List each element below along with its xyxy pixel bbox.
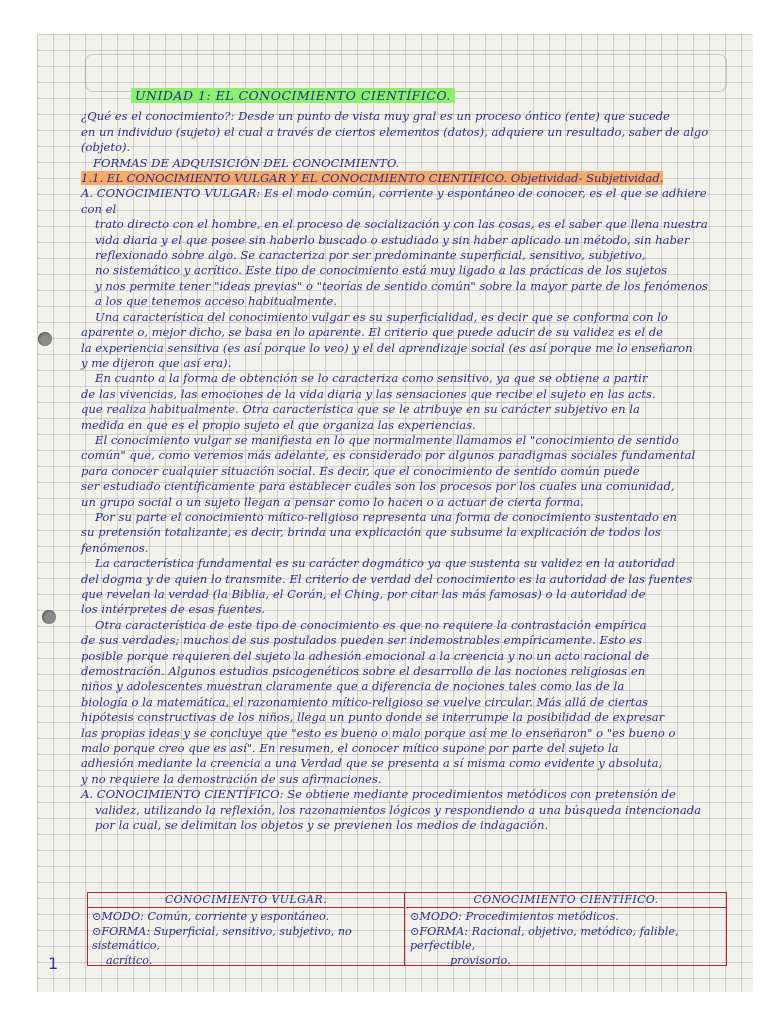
text-line: biología o la matemática, el razonamiento mítico-religioso se vuelve circular. Más allá de ciertas xyxy=(81,694,649,709)
text-line: A. CONOCIMIENTO VULGAR: Es el modo común, corriente y espontáneo de conocer, es el que se adhiere con el xyxy=(81,186,707,216)
text-line: adhesión mediante la creencia a una Verdad que se presenta a sí misma como evidente y absoluta, xyxy=(81,756,663,771)
paragraph-dogmatico xyxy=(81,556,729,618)
text-line: hipótesis constructivas de los niños, llega un punto donde se interrumpe la posibilidad de expresar xyxy=(81,710,665,725)
table-header: CONOCIMIENTO CIENTÍFICO. xyxy=(406,893,726,908)
text-line: un grupo social o un sujeto llegan a pensar como lo hacen o a actuar de cierta forma. xyxy=(81,494,584,509)
text-line: medida en que es el propio sujeto el que organiza las experiencias. xyxy=(81,417,476,432)
binder-hole xyxy=(38,332,52,346)
text-line: de las vivencias, las emociones de la vida diaria y las sensaciones que recibe el sujeto en las acts. xyxy=(81,386,656,401)
text-line: demostración. Algunos estudios psicogenéticos sobre el desarrollo de las nociones religiosas en xyxy=(81,664,646,679)
comparison-table xyxy=(87,892,727,966)
text-line: que realiza habitualmente. Otra característica que se le atribuye en su carácter subjetivo en la xyxy=(81,402,640,417)
text-line: en un individuo (sujeto) el cual a través de ciertos elementos (datos), adquiere un resultado, saber de algo xyxy=(81,124,709,139)
page-header-box xyxy=(85,54,727,92)
paragraph-sentido-comun xyxy=(81,433,729,510)
table-line: ⊙MODO: Común, corriente y espontáneo. xyxy=(92,910,330,923)
handwritten-notes xyxy=(81,88,729,834)
intro-paragraph xyxy=(81,109,729,155)
text-line: niños y adolescentes muestran claramente que a diferencia de nociones tales como las de la xyxy=(81,679,625,694)
table-column-cientifico xyxy=(406,893,726,965)
text-line: posible porque requieren del sujeto la adhesión emocional a la creencia y no un acto racional de xyxy=(81,648,650,663)
text-line: su pretensión totalizante, es decir, brinda una explicación que subsume la explicación de todos los xyxy=(81,525,661,540)
text-line: (objeto). xyxy=(81,140,131,155)
text-line: El conocimiento vulgar se manifiesta en lo que normalmente llamamos el "conocimiento de sentido xyxy=(95,432,679,447)
text-line: común" que, como veremos más adelante, es considerado por algunos paradigmas sociales fundamental xyxy=(81,448,696,463)
table-line: provisorio. xyxy=(450,953,511,967)
photo-background-top xyxy=(0,0,768,34)
text-line: A. CONOCIMIENTO CIENTÍFICO: Se obtiene mediante procedimientos metódicos con pretensión de xyxy=(81,787,676,802)
text-line: La característica fundamental es su carácter dogmático ya que sustenta su validez en la autoridad xyxy=(95,556,676,571)
paragraph-mitico-religioso xyxy=(81,510,729,556)
text-line: En cuanto a la forma de obtención se lo caracteriza como sensitivo, ya que se obtiene a partir xyxy=(95,371,648,386)
paragraph-contrastacion xyxy=(81,618,729,787)
paragraph-conocimiento-vulgar xyxy=(81,186,729,309)
paragraph-obtencion xyxy=(81,371,729,433)
section-heading: FORMAS DE ADQUISICIÓN DEL CONOCIMIENTO. xyxy=(93,155,400,170)
text-line: por la cual, se delimitan los objetos y se previenen los medios de indagación. xyxy=(95,818,549,833)
table-cell xyxy=(88,908,404,970)
table-line: ⊙FORMA: Racional, objetivo, metódico, falible, perfectible, xyxy=(410,924,679,952)
text-line: la experiencia sensitiva (es así porque lo veo) y el del aprendizaje social (es así porque me lo enseñaron xyxy=(81,340,693,355)
text-line: Otra característica de este tipo de conocimiento es que no requiere la contrastación empírica xyxy=(95,617,647,632)
subheading: 1.1. EL CONOCIMIENTO VULGAR Y EL CONOCIMIENTO CIENTÍFICO. Objetividad- Subjetividad. xyxy=(81,171,664,186)
table-line: acrítico. xyxy=(106,953,153,967)
table-cell xyxy=(406,908,726,970)
text-line: ser estudiado científicamente para establecer cuáles son los procesos por los cuales una comunidad, xyxy=(81,479,675,494)
text-line: trato directo con el hombre, en el proceso de socialización y con las cosas, es el saber que llena nuestra xyxy=(95,217,708,232)
text-line: a los que tenemos acceso habitualmente. xyxy=(95,294,337,309)
text-line: ¿Qué es el conocimiento?: Desde un punto de vista muy gral es un proceso óntico (ente) que sucede xyxy=(81,109,670,124)
table-column-vulgar xyxy=(88,893,405,965)
text-line: y nos permite tener "ideas previas" o "teorías de sentido común" sobre la mayor parte de los fenómenos xyxy=(95,278,709,293)
photo-background-bottom xyxy=(0,992,768,1024)
table-line: ⊙FORMA: Superficial, sensitivo, subjetivo, no sistemático, xyxy=(92,924,352,952)
text-line: fenómenos. xyxy=(81,540,149,555)
paragraph-superficialidad xyxy=(81,310,729,372)
text-line: malo porque creo que es así". En resumen, el conocer mítico supone por parte del sujeto la xyxy=(81,741,619,756)
text-line: Una característica del conocimiento vulgar es su superficialidad, es decir que se conforma con lo xyxy=(95,309,668,324)
text-line: los intérpretes de esas fuentes. xyxy=(81,602,266,617)
text-line: aparente o, mejor dicho, se basa en lo aparente. El criterio que puede aducir de su validez es el de xyxy=(81,325,664,340)
table-header: CONOCIMIENTO VULGAR. xyxy=(88,893,404,908)
text-line: validez, utilizando la reflexión, los razonamientos lógicos y respondiendo a una búsqueda intencionada xyxy=(95,802,702,817)
text-line: y me dijeron que así era). xyxy=(81,355,232,370)
text-line: del dogma y de quien lo transmite. El criterio de verdad del conocimiento es la autoridad de las fuentes xyxy=(81,571,693,586)
text-line: Por su parte el conocimiento mítico-religioso representa una forma de conocimiento sustentado en xyxy=(95,509,677,524)
text-line: no sistemático y acrítico. Este tipo de conocimiento está muy ligado a las prácticas de los sujetos xyxy=(95,263,668,278)
text-line: de sus verdades; muchos de sus postulados pueden ser indemostrables empíricamente. Esto es xyxy=(81,633,643,648)
text-line: vida diaria y el que posee sin haberlo buscado o estudiado y sin haber aplicado un método, sin haber xyxy=(95,232,690,247)
text-line: que revelan la verdad (la Biblia, el Corán, el Ching, por citar las más famosas) o la autoridad de xyxy=(81,587,646,601)
binder-hole xyxy=(42,610,56,624)
page-number: 1 xyxy=(48,954,59,973)
unit-title: UNIDAD 1: EL CONOCIMIENTO CIENTÍFICO. xyxy=(131,88,455,103)
table-line: ⊙MODO: Procedimientos metódicos. xyxy=(410,910,619,923)
paragraph-conocimiento-cientifico xyxy=(81,787,729,833)
text-line: para conocer cualquier situación social. Es decir, que el conocimiento de sentido común puede xyxy=(81,463,640,478)
text-line: las propias ideas y se concluye que "esto es bueno o malo porque así me lo enseñaron" o "es bueno o xyxy=(81,725,676,740)
text-line: reflexionado sobre algo. Se caracteriza por ser predominante superficial, sensitivo, subjetivo, xyxy=(95,248,646,263)
notebook-page xyxy=(37,34,753,992)
text-line: y no requiere la demostración de sus afirmaciones. xyxy=(81,771,382,786)
